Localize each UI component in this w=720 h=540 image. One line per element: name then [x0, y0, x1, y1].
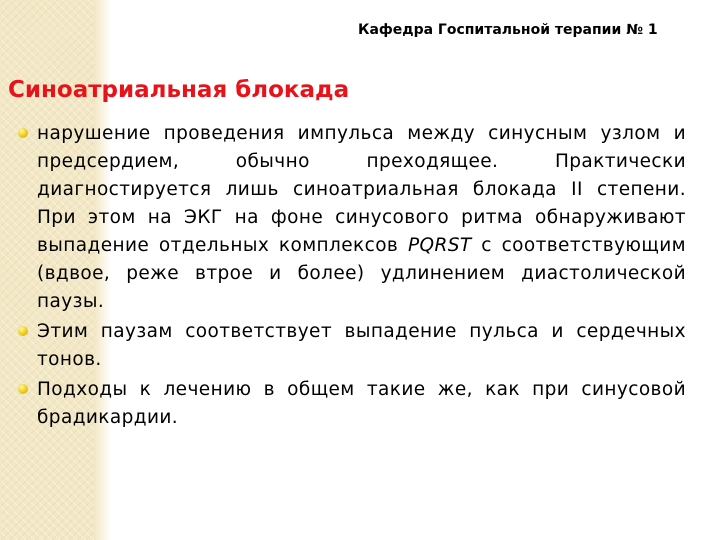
bullet-text: Этим паузам соответствует выпадение пульса и сердечных тонов. — [37, 321, 686, 370]
bullet-text: нарушение проведения импульса между синусным узлом и предсердием, обычно преходящее. Практически диагностируется лишь синоатриальная блокада II степени. При этом на ЭКГ на фоне синусового ритма обнаруживают выпадение отдельных комплексов — [37, 123, 686, 256]
bullet-list — [18, 120, 686, 434]
bullet-italic-term: PQRST — [407, 235, 472, 256]
slide-title: Синоатриальная блокада — [8, 77, 350, 103]
bullet-text: Подходы к лечению в общем такие же, как при синусовой брадикардии. — [37, 379, 686, 428]
bullet-dot-icon — [18, 128, 28, 138]
bullet-dot-icon — [18, 326, 28, 336]
bullet-item-definition — [18, 120, 686, 316]
bullet-item-treatment — [18, 376, 686, 432]
department-header: Кафедра Госпитальной терапии № 1 — [358, 22, 658, 38]
bullet-dot-icon — [18, 384, 28, 394]
bullet-text-continued: с соответствующим (вдвое, реже втрое и более) удлинением диастолической паузы. — [37, 235, 686, 312]
bullet-item-pulse — [18, 318, 686, 374]
